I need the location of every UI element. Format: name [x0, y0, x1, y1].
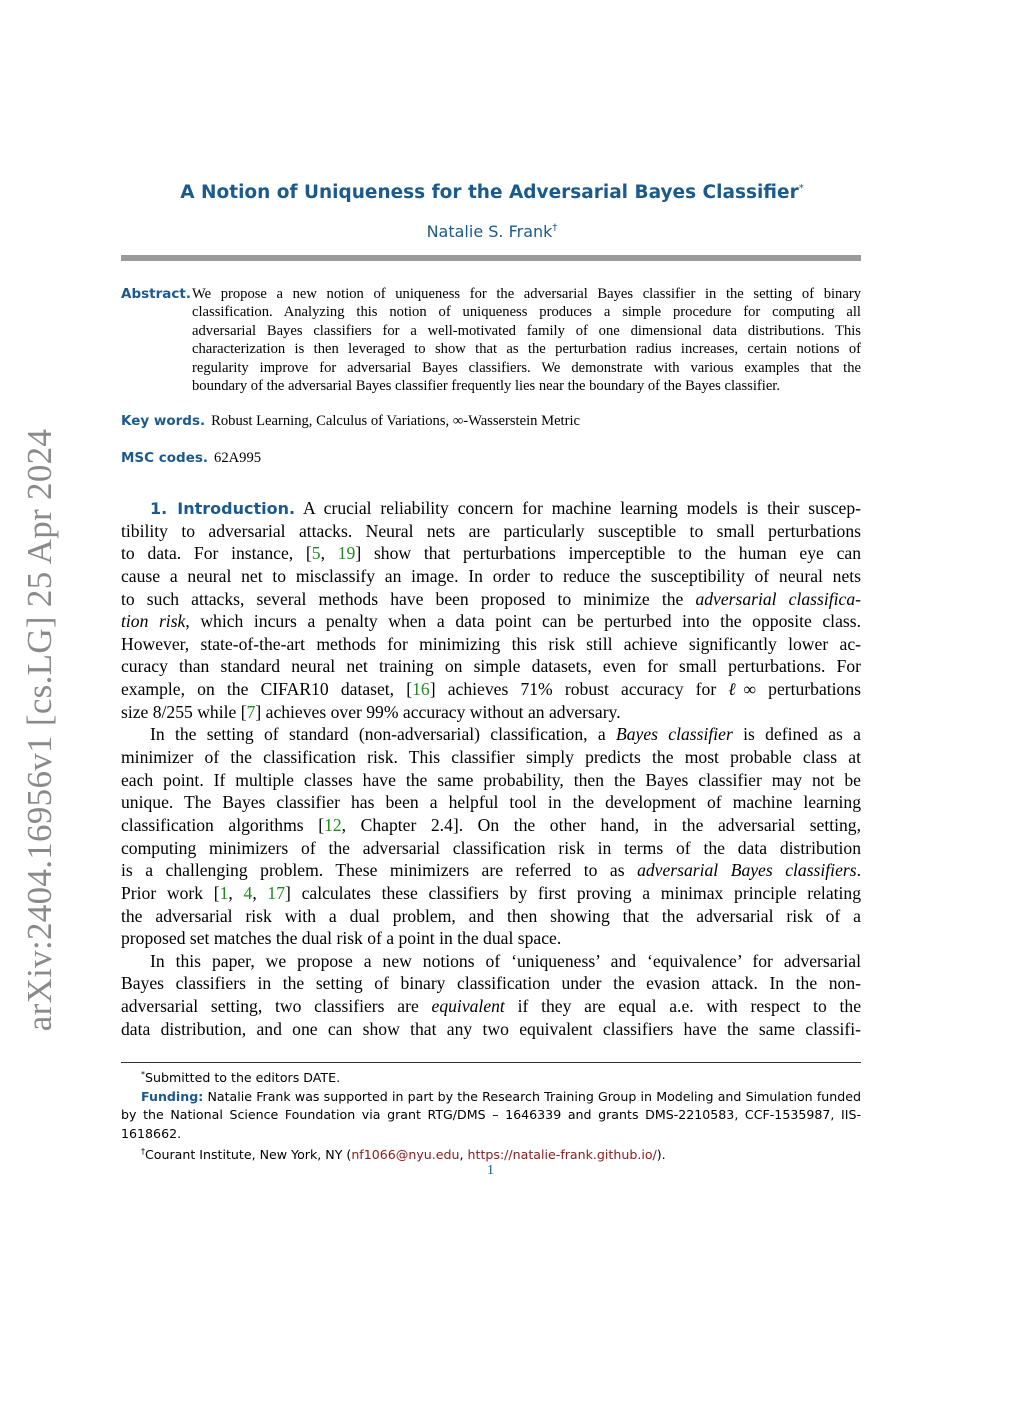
body-text: . — [856, 860, 861, 881]
emphasis-text: adversarial classifica- — [695, 588, 861, 609]
body-text: curacy than standard neural net training on simple datasets, even for small perturbations. For — [121, 656, 861, 677]
body-line — [121, 723, 861, 746]
emphasis-text: tion risk — [121, 611, 186, 632]
body-text: is a challenging problem. These minimizers are referred to as — [121, 860, 638, 881]
body-text: , — [252, 882, 268, 903]
footnote-submitted — [121, 1066, 861, 1088]
paper-title — [0, 182, 984, 203]
body-line — [121, 610, 861, 633]
funding-text: Natalie Frank was supported in part by the Research Training Group in Modeling and Simulation funded by the National Science Foundation via grant RTG/DMS – 1646339 and grants DMS-2210583, CCF-1535987, IIS-1618662. — [121, 1088, 861, 1141]
body-line — [121, 905, 861, 928]
footnotes — [121, 1066, 861, 1165]
body-text: ] achieves over 99% accuracy without an adversary. — [255, 701, 621, 722]
body-text: Bayes classifiers in the setting of binary classification under the evasion attack. In the non- — [121, 973, 861, 994]
body-text: minimizer of the classification risk. This classifier simply predicts the most probable class at — [121, 747, 861, 768]
body-line — [121, 678, 861, 701]
body-text: ∞ perturbations — [743, 679, 861, 700]
body-text: cause a neural net to misclassify an image. In order to reduce the susceptibility of neural nets — [121, 565, 861, 586]
title-footnote-mark: * — [798, 182, 804, 194]
body-text: However, state-of-the-art methods for minimizing this risk still achieve significantly lower ac- — [121, 633, 861, 654]
body-text: tibility to adversarial attacks. Neural nets are particularly susceptible to small perturbations — [121, 520, 861, 541]
footnote-affiliation — [121, 1143, 861, 1165]
email-link[interactable]: nf1066@nyu.edu — [351, 1147, 460, 1163]
body-line — [121, 859, 861, 882]
footnote-mark: † — [141, 1147, 145, 1157]
body-line — [121, 882, 861, 905]
emphasis-text: equivalent — [431, 996, 505, 1017]
body-text: , — [320, 543, 338, 564]
title-text: A Notion of Uniqueness for the Adversarial Bayes Classifier — [180, 182, 799, 203]
body-text: size 8/255 while [ — [121, 701, 247, 722]
body-line — [121, 814, 861, 837]
body-text: ] calculates these classifiers by first proving a minimax principle relating — [285, 882, 862, 903]
body-line — [121, 995, 861, 1018]
body-text: In the setting of standard (non-adversarial) classification, a — [150, 724, 616, 745]
body-text: the adversarial risk with a dual problem, and then showing that the adversarial risk of a — [121, 905, 861, 926]
footnote-rule — [121, 1062, 861, 1063]
footnote-mark: * — [141, 1070, 145, 1079]
abstract-line: adversarial Bayes classifiers for a well-motivated family of one dimensional data distributions. This — [192, 322, 861, 339]
body-line — [121, 520, 861, 543]
citation-link[interactable]: 1 — [219, 882, 229, 903]
homepage-link[interactable]: https://natalie-frank.github.io/ — [467, 1147, 657, 1163]
body-text: to data. For instance, [ — [121, 543, 312, 564]
body-text: adversarial setting, two classifiers are — [121, 996, 432, 1017]
separator: , — [459, 1147, 468, 1163]
citation-link[interactable]: 16 — [412, 679, 430, 700]
body-line — [121, 837, 861, 860]
body-text: , Chapter 2.4]. On the other hand, in the adversarial setting, — [341, 814, 862, 835]
funding-label: Funding: — [141, 1088, 204, 1104]
body-line — [121, 972, 861, 995]
body-text: A crucial reliability concern for machine learning models is their suscep- — [295, 498, 862, 518]
keywords-value: Robust Learning, Calculus of Variations, ∞-Wasserstein Metric — [211, 413, 580, 429]
body-line — [121, 950, 861, 973]
footnote-funding — [121, 1088, 861, 1144]
author-name: Natalie S. Frank — [426, 222, 553, 241]
body-text: example, on the CIFAR10 dataset, [ — [121, 679, 413, 700]
emphasis-text: ℓ — [728, 679, 744, 700]
body-line — [121, 769, 861, 792]
body-line — [121, 701, 861, 724]
emphasis-text: Bayes classifier — [615, 724, 733, 745]
body-text: computing minimizers of the adversarial classification risk in terms of the data distribution — [121, 837, 861, 858]
footnote-text: Submitted to the editors DATE. — [145, 1070, 341, 1086]
introduction-section — [121, 497, 861, 1040]
body-text: ] achieves 71% robust accuracy for — [429, 679, 729, 700]
author — [0, 222, 984, 241]
body-text: classification algorithms [ — [121, 814, 325, 835]
affiliation-close: ). — [656, 1147, 666, 1163]
body-text: , — [228, 882, 244, 903]
body-line — [121, 633, 861, 656]
body-line — [121, 927, 861, 950]
body-text: Prior work [ — [121, 882, 220, 903]
abstract-line: boundary of the adversarial Bayes classifier frequently lies near the boundary of the Bayes classifier. — [192, 378, 780, 395]
abstract — [121, 285, 861, 395]
body-text: , which incurs a penalty when a data point can be perturbed into the opposite class. — [185, 611, 861, 632]
arxiv-stamp: arXiv:2404.16956v1 [cs.LG] 25 Apr 2024 — [20, 428, 59, 1032]
page-number: 1 — [487, 1163, 494, 1178]
abstract-line: regularity improve for adversarial Bayes classifiers. We demonstrate with various examples that the — [192, 359, 861, 376]
citation-link[interactable]: 7 — [246, 701, 256, 722]
msc-value: 62A995 — [214, 450, 262, 466]
body-text: if they are equal a.e. with respect to the — [504, 996, 861, 1017]
citation-link[interactable]: 4 — [243, 882, 253, 903]
body-text: ] show that perturbations imperceptible to the human eye can — [355, 543, 862, 564]
author-footnote-mark: † — [552, 222, 558, 234]
body-line — [121, 746, 861, 769]
msc-codes — [121, 450, 261, 467]
body-line — [121, 542, 861, 565]
abstract-label: Abstract. — [121, 286, 191, 302]
body-line — [121, 565, 861, 588]
body-line — [121, 588, 861, 611]
body-text: unique. The Bayes classifier has been a helpful tool in the development of machine learning — [121, 792, 861, 813]
keywords — [121, 413, 580, 430]
abstract-body — [192, 285, 861, 395]
emphasis-text: adversarial Bayes classifiers — [637, 860, 857, 881]
body-line — [121, 655, 861, 678]
citation-link[interactable]: 19 — [337, 543, 356, 564]
body-text: to such attacks, several methods have been proposed to minimize the — [121, 588, 696, 609]
body-text: data distribution, and one can show that any two equivalent classifiers have the same classifi- — [121, 1018, 861, 1039]
body-text: each point. If multiple classes have the same probability, then the Bayes classifier may not be — [121, 769, 861, 790]
body-line — [121, 1018, 861, 1041]
abstract-line: characterization is then leveraged to show that as the perturbation radius increases, certain notions of — [192, 341, 861, 358]
body-line — [121, 497, 861, 520]
citation-link[interactable]: 17 — [267, 882, 286, 903]
msc-label: MSC codes. — [121, 450, 209, 466]
body-text: In this paper, we propose a new notions of ‘uniqueness’ and ‘equivalence’ for adversarial — [150, 950, 861, 971]
abstract-line: classification. Analyzing this notion of uniqueness produces a simple procedure for computing all — [192, 304, 861, 321]
body-line — [121, 791, 861, 814]
citation-link[interactable]: 12 — [324, 814, 342, 835]
keywords-label: Key words. — [121, 413, 206, 429]
body-text: proposed set matches the dual risk of a point in the dual space. — [121, 928, 562, 949]
section-heading: 1. Introduction. — [150, 499, 296, 518]
citation-link[interactable]: 5 — [311, 543, 321, 564]
body-text: is defined as a — [732, 724, 861, 745]
title-rule — [121, 255, 861, 261]
abstract-line: We propose a new notion of uniqueness for the adversarial Bayes classifier in the setting of binary — [192, 286, 861, 302]
affiliation-text: Courant Institute, New York, NY ( — [145, 1147, 352, 1163]
